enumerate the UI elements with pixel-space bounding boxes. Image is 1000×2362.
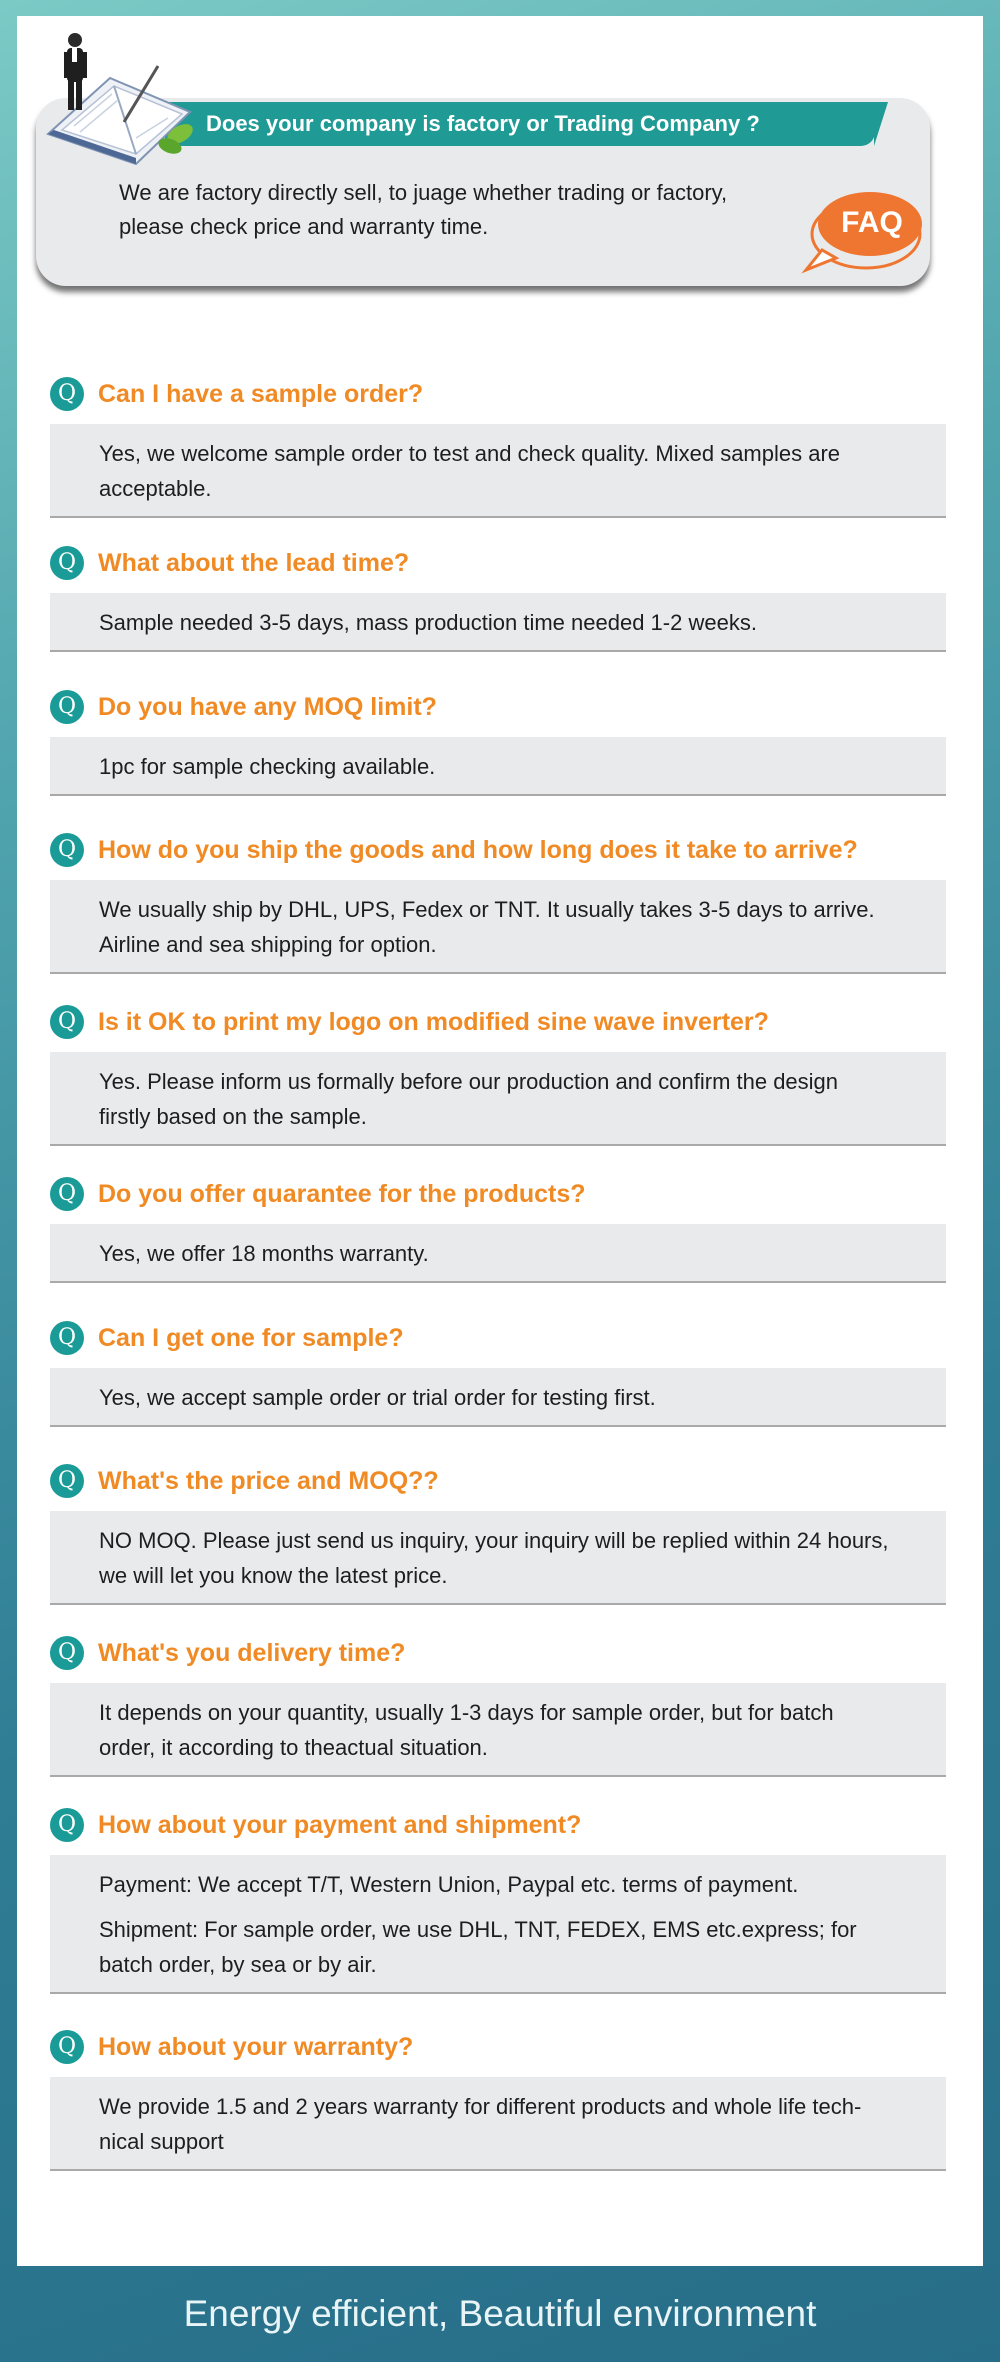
q-marker-icon: Q (50, 377, 84, 411)
faq-answer-line: Shipment: For sample order, we use DHL, TNT, FEDEX, EMS etc.express; for (99, 1917, 857, 1942)
faq-answer-line: batch order, by sea or by air. (99, 1952, 377, 1977)
faq-answer-line: We usually ship by DHL, UPS, Fedex or TNT. It usually takes 3-5 days to arrive. (99, 897, 875, 922)
faq-question: Can I get one for sample? (98, 1324, 404, 1352)
faq-question: Can I have a sample order? (98, 380, 424, 408)
faq-answer-line: order, it according to theactual situation. (99, 1735, 488, 1760)
faq-question-row (50, 1805, 946, 1845)
faq-question-row (50, 1174, 946, 1214)
faq-item (50, 1174, 946, 1266)
faq-item (50, 687, 946, 779)
faq-answer-line: Yes. Please inform us formally before our production and confirm the design (99, 1069, 839, 1094)
faq-question-row (50, 543, 946, 583)
faq-question: Do you have any MOQ limit? (98, 693, 437, 721)
q-marker-icon: Q (50, 690, 84, 724)
q-marker-icon: Q (50, 546, 84, 580)
faq-answer-line: we will let you know the latest price. (99, 1563, 448, 1588)
faq-question-row (50, 830, 946, 870)
q-marker-icon: Q (50, 1808, 84, 1842)
faq-answer-box (50, 1855, 946, 1994)
faq-answer-box (50, 1224, 946, 1283)
faq-question: How about your payment and shipment? (98, 1811, 582, 1839)
faq-answer-box (50, 2077, 946, 2171)
faq-answer-line: nical support (99, 2129, 224, 2154)
faq-question: How do you ship the goods and how long does it take to arrive? (98, 836, 858, 864)
faq-answer-line: Sample needed 3-5 days, mass production time needed 1-2 weeks. (99, 610, 757, 635)
faq-answer-line: Airline and sea shipping for option. (99, 932, 437, 957)
q-marker-icon: Q (50, 2030, 84, 2064)
faq-item (50, 543, 946, 635)
q-marker-icon: Q (50, 833, 84, 867)
faq-answer-line: Payment: We accept T/T, Western Union, Paypal etc. terms of payment. (99, 1872, 799, 1897)
header-answer-line: please check price and warranty time. (119, 214, 489, 239)
header-answer (119, 176, 819, 244)
faq-item (50, 374, 946, 501)
faq-question: What's you delivery time? (98, 1639, 406, 1667)
faq-question-row (50, 1318, 946, 1358)
faq-answer-box (50, 1368, 946, 1427)
faq-question: Do you offer quarantee for the products? (98, 1180, 586, 1208)
faq-question: What's the price and MOQ?? (98, 1467, 439, 1495)
faq-question-row (50, 374, 946, 414)
faq-answer-box (50, 880, 946, 974)
faq-answer-box (50, 1052, 946, 1146)
faq-answer-line: We provide 1.5 and 2 years warranty for different products and whole life tech- (99, 2094, 862, 2119)
q-marker-icon: Q (50, 1321, 84, 1355)
faq-item (50, 2027, 946, 2154)
faq-answer-line: acceptable. (99, 476, 212, 501)
faq-item (50, 1805, 946, 1977)
q-marker-icon: Q (50, 1636, 84, 1670)
faq-answer-line: Yes, we accept sample order or trial order for testing first. (99, 1385, 656, 1410)
faq-badge-label: FAQ (841, 206, 903, 239)
faq-question-row (50, 2027, 946, 2067)
faq-answer-line: NO MOQ. Please just send us inquiry, your inquiry will be replied within 24 hours, (99, 1528, 889, 1553)
faq-item (50, 1318, 946, 1410)
faq-answer-box (50, 1511, 946, 1605)
faq-question: Is it OK to print my logo on modified sine wave inverter? (98, 1008, 769, 1036)
header-question: Does your company is factory or Trading Company ? (206, 111, 760, 136)
faq-item (50, 1461, 946, 1588)
faq-question-row (50, 687, 946, 727)
q-marker-icon: Q (50, 1177, 84, 1211)
faq-item (50, 830, 946, 957)
faq-answer-line: Yes, we welcome sample order to test and check quality. Mixed samples are (99, 441, 841, 466)
faq-item (50, 1002, 946, 1129)
faq-question: What about the lead time? (98, 549, 410, 577)
faq-answer-line: 1pc for sample checking available. (99, 754, 436, 779)
faq-question-row (50, 1002, 946, 1042)
faq-answer-box (50, 424, 946, 518)
faq-question: How about your warranty? (98, 2033, 414, 2061)
faq-answer-line: It depends on your quantity, usually 1-3 days for sample order, but for batch (99, 1700, 834, 1725)
q-marker-icon: Q (50, 1005, 84, 1039)
faq-question-row (50, 1633, 946, 1673)
faq-answer-line: firstly based on the sample. (99, 1104, 367, 1129)
faq-answer-box (50, 1683, 946, 1777)
faq-answer-line: Yes, we offer 18 months warranty. (99, 1241, 429, 1266)
faq-item (50, 1633, 946, 1760)
footer-slogan: Energy efficient, Beautiful environment (183, 2293, 817, 2334)
book-businessman-icon (40, 26, 200, 166)
header-answer-line: We are factory directly sell, to juage whether trading or factory, (119, 180, 728, 205)
q-marker-icon: Q (50, 1464, 84, 1498)
faq-answer-box (50, 737, 946, 796)
faq-answer-box (50, 593, 946, 652)
faq-question-row (50, 1461, 946, 1501)
